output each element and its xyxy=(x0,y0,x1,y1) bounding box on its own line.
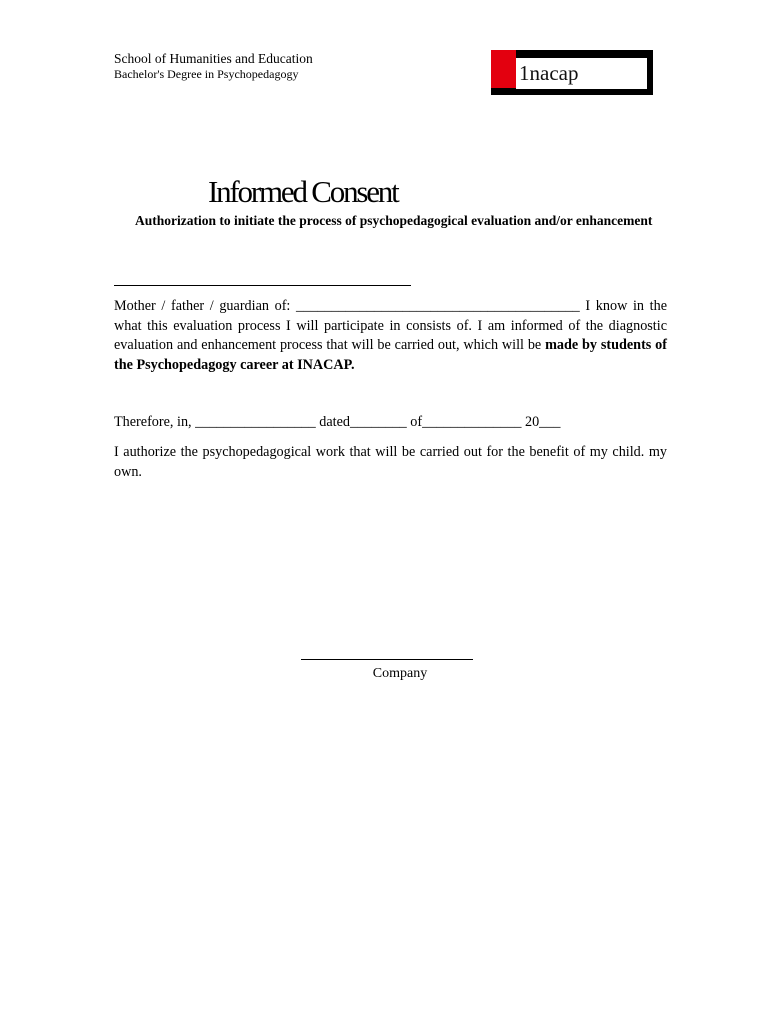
consent-paragraph-text: Mother / father / guardian of: ________________________________________ I know in the what this evaluation process I will participate in consists of. I am informed of the diagnostic evaluation and enhancement process that will be carried out, which will be xyxy=(114,298,667,353)
school-name: School of Humanities and Education xyxy=(114,51,313,66)
logo-white-panel xyxy=(516,58,647,89)
document-subtitle: Authorization to initiate the process of psychopedagogical evaluation and/or enhancement xyxy=(135,213,653,228)
signature-label: Company xyxy=(372,666,428,681)
logo-text: 1nacap xyxy=(519,61,579,85)
authorization-paragraph: I authorize the psychopedagogical work that will be carried out for the benefit of my child. my own. xyxy=(114,444,667,480)
inacap-logo xyxy=(491,50,653,95)
consent-paragraph xyxy=(114,297,667,375)
consent-paragraph-bold: made by students of the Psychopedagogy career at INACAP. xyxy=(114,337,667,373)
place-date-line: Therefore, in, _________________ dated________ of______________ 20___ xyxy=(114,414,561,430)
logo-red-block xyxy=(491,50,516,88)
name-blank-line xyxy=(114,285,411,286)
document-header xyxy=(114,51,414,82)
degree-name: Bachelor's Degree in Psychopedagogy xyxy=(114,67,299,81)
document-title: Informed Consent xyxy=(208,174,398,209)
signature-line xyxy=(301,659,473,660)
